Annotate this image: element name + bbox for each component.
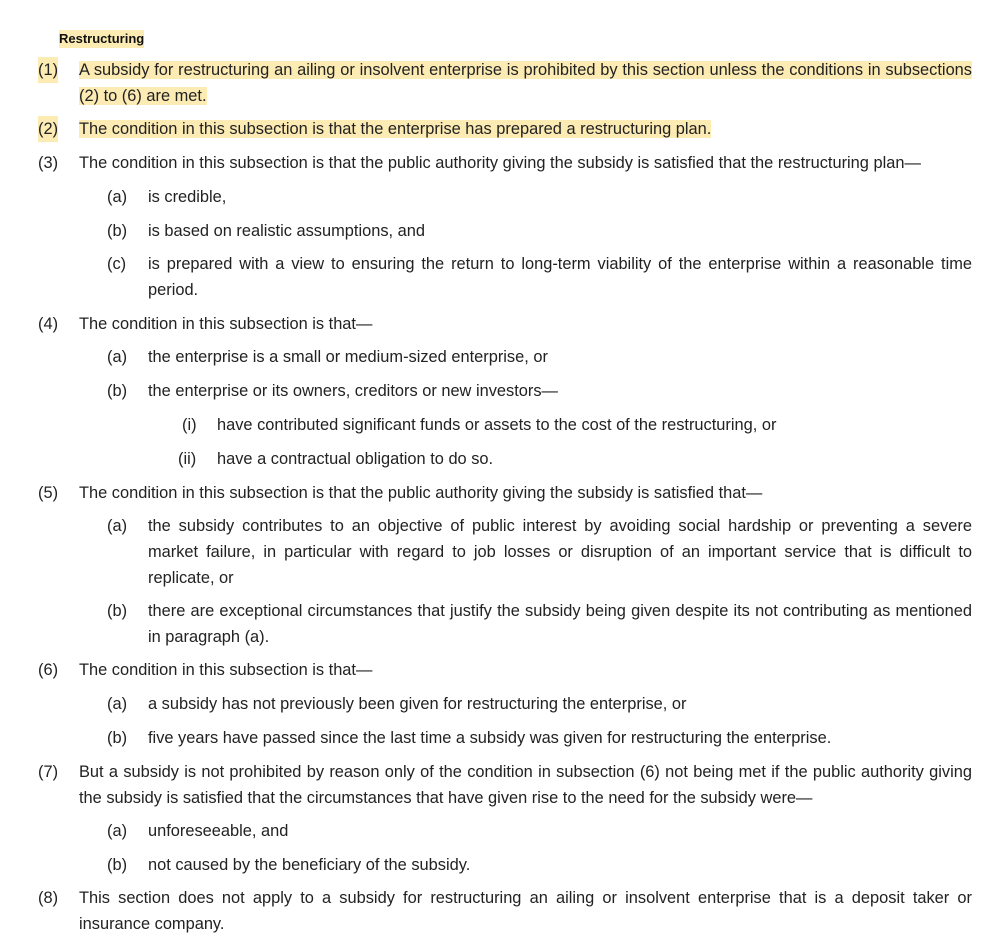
paragraph-6a-text: a subsidy has not previously been given for restructuring the enterprise, or bbox=[148, 695, 687, 713]
paragraph-7a-number: (a) bbox=[107, 822, 128, 840]
subsection-5-text: The condition in this subsection is that the public authority giving the subsidy is satisfied that— bbox=[79, 484, 763, 502]
subparagraph-4b-i-number: (i) bbox=[182, 416, 197, 434]
paragraph-5b-number: (b) bbox=[107, 602, 128, 620]
paragraph-6b-text: five years have passed since the last time a subsidy was given for restructuring the enterprise. bbox=[148, 729, 832, 747]
paragraph-7b-number: (b) bbox=[107, 856, 128, 874]
subparagraph-4b-i-text: have contributed significant funds or assets to the cost of the restructuring, or bbox=[217, 416, 777, 434]
subsection-2-number: (2) bbox=[38, 116, 58, 142]
paragraph-5a-number: (a) bbox=[107, 517, 128, 535]
subsection-6-number: (6) bbox=[38, 661, 59, 679]
subsection-3-number: (3) bbox=[38, 154, 59, 172]
subparagraph-4b-ii-text: have a contractual obligation to do so. bbox=[217, 450, 494, 468]
paragraph-7b-text: not caused by the beneficiary of the subsidy. bbox=[148, 856, 471, 874]
paragraph-5a-text: the subsidy contributes to an objective of public interest by avoiding social hardship or preventing a severe market failure, in particular with regard to job losses or disruption of an important service that is difficult to replicate, or bbox=[148, 517, 972, 587]
paragraph-6b-number: (b) bbox=[107, 729, 128, 747]
subsection-6-text: The condition in this subsection is that— bbox=[79, 661, 373, 679]
paragraph-4b-text: the enterprise or its owners, creditors or new investors— bbox=[148, 382, 558, 400]
paragraph-4b-number: (b) bbox=[107, 382, 128, 400]
paragraph-3b-text: is based on realistic assumptions, and bbox=[148, 222, 425, 240]
paragraph-3a-text: is credible, bbox=[148, 188, 227, 206]
paragraph-3c-text: is prepared with a view to ensuring the return to long-term viability of the enterprise within a reasonable time period. bbox=[148, 255, 972, 299]
paragraph-3b-number: (b) bbox=[107, 222, 128, 240]
paragraph-3a-number: (a) bbox=[107, 188, 128, 206]
subsection-4-text: The condition in this subsection is that— bbox=[79, 315, 373, 333]
paragraph-3c-number: (c) bbox=[107, 255, 127, 273]
subsection-3-text: The condition in this subsection is that the public authority giving the subsidy is satisfied that the restructuring plan— bbox=[79, 154, 921, 172]
paragraph-5b-text: there are exceptional circumstances that justify the subsidy being given despite its not contributing as mentioned in paragraph (a). bbox=[148, 602, 972, 646]
paragraph-7a-text: unforeseeable, and bbox=[148, 822, 289, 840]
subsection-8-number: (8) bbox=[38, 889, 59, 907]
subsection-2-text: The condition in this subsection is that the enterprise has prepared a restructuring plan. bbox=[79, 120, 712, 138]
subsection-7-number: (7) bbox=[38, 763, 59, 781]
subparagraph-4b-ii-number: (ii) bbox=[178, 450, 197, 468]
subsection-7-text: But a subsidy is not prohibited by reason only of the condition in subsection (6) not being met if the public authority giving the subsidy is satisfied that the circumstances that have given rise to the need for the subsidy were— bbox=[79, 763, 972, 807]
subsection-1-text: A subsidy for restructuring an ailing or insolvent enterprise is prohibited by this section unless the conditions in subsections (2) to (6) are met. bbox=[79, 61, 972, 105]
subsection-8-text: This section does not apply to a subsidy for restructuring an ailing or insolvent enterprise that is a deposit taker or insurance company. bbox=[79, 889, 972, 933]
subsection-4-number: (4) bbox=[38, 315, 59, 333]
paragraph-4a-number: (a) bbox=[107, 348, 128, 366]
paragraph-6a-number: (a) bbox=[107, 695, 128, 713]
subsection-5-number: (5) bbox=[38, 484, 59, 502]
section-heading: Restructuring bbox=[59, 31, 145, 46]
subsection-1-number: (1) bbox=[38, 57, 58, 83]
paragraph-4a-text: the enterprise is a small or medium-sized enterprise, or bbox=[148, 348, 548, 366]
